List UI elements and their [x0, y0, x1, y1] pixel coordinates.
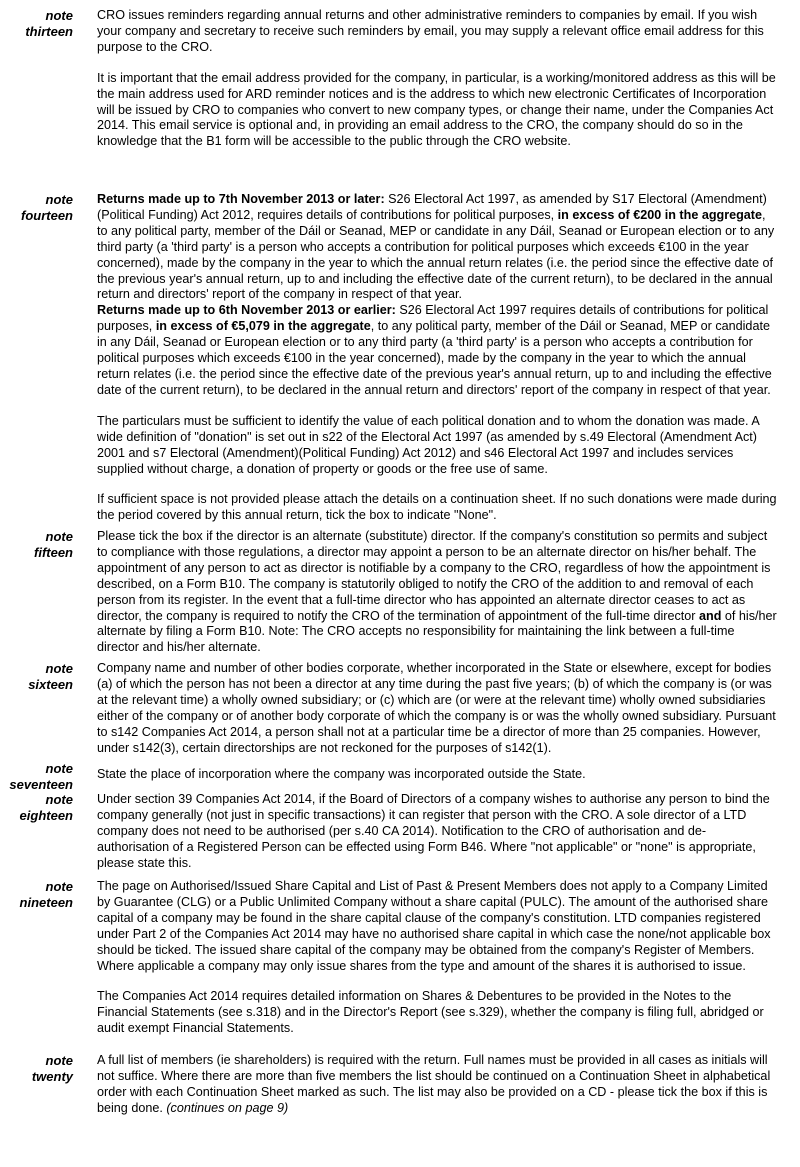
text-run: of his/her alternate by filing a Form B10. Note: The CRO accepts no responsibility for maintaining the link between a full-time director and his/her alternate. [97, 608, 777, 655]
note-body [97, 8, 777, 150]
bold-text: and [699, 608, 722, 623]
note-body [97, 661, 777, 756]
text-run: It is important that the email address provided for the company, in particular, is a working/monitored address as this will be the main address used for ARD reminder notices and is the address to which new electronic Certificates of Incorporation will be issued by CRO to companies who convert to new company types, or change their name, under the Companies Act 2014. This email service is optional and, in providing an email address to the CRO, the company should do so in the knowledge that the B1 form will be accessible to the public through the CRO website. [97, 70, 776, 149]
text-run: The particulars must be sufficient to identify the value of each political donation and to whom the donation was made. A wide definition of "donation" is set out in s22 of the Electoral Act 1997 (as amended by s.49 Electoral (Amendment Act) 2001 and s7 Electoral (Amendment)(Political Funding) Act 2012) and s46 Electoral Act 1997 and includes services supplied without charge, a donation of property or goods or the free use of same. [97, 413, 760, 476]
text-run: CRO issues reminders regarding annual returns and other administrative reminders to companies by email. If you wish your company and secretary to receive such reminders by email, you may supply a relevant office email address for this purpose to the CRO. [97, 8, 764, 54]
note-label: note nineteen [19, 879, 73, 910]
text-run: The page on Authorised/Issued Share Capital and List of Past & Present Members does not apply to a Company Limited by Guarantee (CLG) or a Public Unlimited Company without a share capital (PULC). The amount of the authorised share capital of a company may be found in the share capital clause of the company's constitution. LTD companies registered under Part 2 of the Companies Act 2014 may have no authorised share capital in which case the none/not applicable box should be ticked. The issued share capital of the company may be obtained from the company's Register of Members. Where applicable a company may only issue shares from the type and amount of the shares it is authorised to issue. [97, 879, 771, 973]
note-label: note fifteen [34, 529, 73, 560]
note-label: note eighteen [19, 792, 73, 823]
text-run: Please tick the box if the director is an alternate (substitute) director. If the company's constitution so permits and subject to compliance with those regulations, a director may appoint a person to be an alternate director on his/her behalf. The appointment of any person to act as director is notifiable by a company to the CRO, regardless of how the appointment is described, on a Form B10. The company is statutorily obliged to notify the CRO of the addition to and removal of each person from its register. In the event that a full-time director who has appointed an alternate director ceases to act as director, the company is required to notify the CRO of the termination of appointment of the full-time director [97, 529, 771, 623]
note-body [97, 1053, 777, 1117]
note-paragraph [97, 1053, 777, 1117]
note-paragraph [97, 414, 777, 478]
note-label: note sixteen [28, 661, 73, 692]
note-paragraph [97, 792, 777, 872]
text-run: S26 Electoral Act 1997 requires details of contributions for political purposes, [97, 303, 769, 334]
text-run: Under section 39 Companies Act 2014, if the Board of Directors of a company wishes to authorise any person to bind the company generally (not just in specific transactions) it can register that person with the CRO. A sole director of a LTD company does not need to be authorised (per s.40 CA 2014). Notification to the CRO of authorisation and de-authorisation of a Registered Person can be effected using Form B46. Where "not applicable" or "none" is appropriate, please state this. [97, 792, 770, 870]
note-paragraph [97, 989, 777, 1037]
note-label: note twenty [31, 1053, 73, 1084]
note-label: note thirteen [25, 8, 73, 39]
bold-text: Returns made up to 7th November 2013 or later: [97, 192, 385, 206]
note-body [97, 767, 777, 783]
note-paragraph [97, 767, 777, 783]
text-run: State the place of incorporation where the company was incorporated outside the State. [97, 767, 586, 781]
note-paragraph [97, 879, 777, 974]
note-body [97, 529, 777, 656]
text-run: , to any political party, member of the Dáil or Seanad, MEP or candidate in any Dáil, Seanad or European election or to any third party (a 'third party' is a person who accepts a contribution for political purposes which exceeds €100 in the year concerned), made by the company in the year to which the annual return relates (i.e. the period since the effective date of the previous year's annual return, up to and including the effective date of the current return), to be declared in the annual return and directors' report of the company in respect of that year. [97, 319, 772, 397]
note-body [97, 192, 777, 524]
note-paragraph [97, 529, 777, 656]
note-paragraph [97, 192, 777, 399]
bold-text: in excess of €5,079 in the aggregate [155, 319, 371, 334]
note-paragraph [97, 8, 777, 56]
bold-text: Returns made up to 6th November 2013 or earlier: [97, 303, 396, 318]
note-paragraph [97, 71, 777, 151]
text-run: S26 Electoral Act 1997, as amended by S17 Electoral (Amendment)(Political Funding) Act 2012, requires details of contributions for political purposes, [97, 192, 767, 222]
text-run: Company name and number of other bodies corporate, whether incorporated in the State or elsewhere, except for bodies (a) of which the person has not been a director at any time during the past five years; (b) of which the company is (or was at the relevant time) a wholly owned subsidiary; or (c) which are (or were at the relevant time) wholly owned subsidiaries either of the company or of another body corporate of which the company is or was the wholly owned subsidiary. Pursuant to s142 Companies Act 2014, a person shall not at a particular time be a director of more than 25 companies. However, under s142(3), certain directorships are not reckoned for the purposes of s142(1). [97, 661, 776, 755]
text-run: The Companies Act 2014 requires detailed information on Shares & Debentures to be provided in the Notes to the Financial Statements (see s.318) and in the Director's Report (see s.329), whether the company is filing full, abridged or audit exempt Financial Statements. [97, 989, 764, 1036]
note-body [97, 792, 777, 872]
bold-text: in excess of €200 in the aggregate [557, 207, 763, 222]
note-body [97, 879, 777, 1037]
note-label: note seventeen [9, 761, 73, 792]
note-paragraph [97, 661, 777, 756]
note-paragraph [97, 492, 777, 524]
text-run: If sufficient space is not provided please attach the details on a continuation sheet. If no such donations were made during the period covered by this annual return, tick the box to indicate "None". [97, 492, 777, 523]
continuation-note: (continues on page 9) [166, 1100, 289, 1115]
text-run: A full list of members (ie shareholders) is required with the return. Full names must be provided in all cases as initials will not suffice. Where there are more than five members the list should be continued on a Continuation Sheet in alphabetical order with each Continuation Sheet marked as such. The list may also be provided on a CD - please tick the box if this is being done. [97, 1053, 771, 1115]
note-label: note fourteen [21, 192, 73, 223]
text-run: , to any political party, member of the Dáil or Seanad, MEP or candidate in any Dáil, Seanad or European election or to any third party (a 'third party' is a person who accepts a contribution for political purposes which exceeds €100 in the year concerned), made by the company in the year to which the annual return relates (i.e. the period since the effective date of the previous year's annual return, up to and including the effective date of the current return), to be declared in the annual return and directors' report of the company in respect of that year. [97, 207, 775, 302]
